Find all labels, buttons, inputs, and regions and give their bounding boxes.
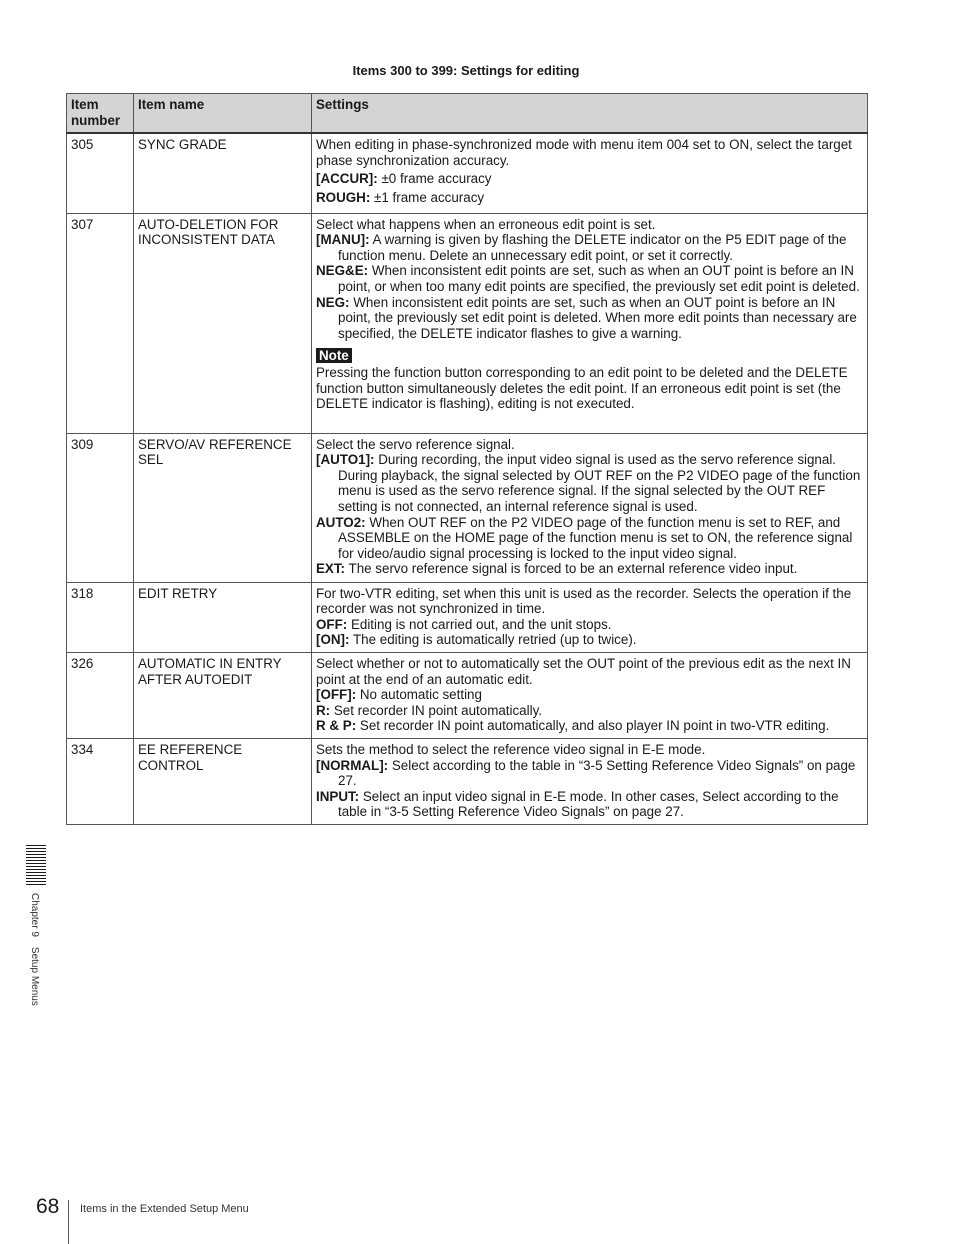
setting-option [316,789,863,820]
option-text: ±0 frame accuracy [377,171,492,187]
table-header-row [67,94,868,134]
setting-option [316,758,863,789]
option-text: ±1 frame accuracy [370,189,485,205]
option-key: NEG: [316,294,350,310]
settings-table [66,93,868,825]
setting-description: Sets the method to select the reference video signal in E-E mode. [316,742,706,758]
header-settings: Settings [312,94,868,134]
option-text: Select according to the table in “3-5 Setting Reference Video Signals” on page 27. [338,757,856,789]
option-key: AUTO2: [316,514,366,530]
option-text: Select an input video signal in E-E mode. In other cases, Select according to the table in “3-5 Setting Reference Video Signals” on page 27. [338,788,839,820]
setting-description: When editing in phase-synchronized mode with menu item 004 set to ON, select the target phase synchronization accuracy. [316,137,852,168]
setting-option [316,632,863,648]
table-row [67,213,868,433]
option-key: NEG&E: [316,263,369,279]
option-text: The editing is automatically retried (up to twice). [349,632,637,648]
option-text: Set recorder IN point automatically, and also player IN point in two-VTR editing. [356,718,830,734]
setting-option [316,703,863,719]
option-key: [ON]: [316,632,350,648]
setting-description: Select whether or not to automatically set the OUT point of the previous edit as the next IN point at the end of an automatic edit. [316,656,851,687]
table-row [67,582,868,652]
option-text: When inconsistent edit points are set, such as when an OUT point is before an IN point, or when too many edit points are specified, the previously set edit point is deleted. [338,263,860,295]
setting-option [316,295,863,342]
header-item-number: Item number [67,94,134,134]
item-name: AUTO-DELETION FOR INCONSISTENT DATA [134,213,312,433]
setting-option [316,561,863,577]
setting-description: For two-VTR editing, set when this unit is used as the recorder. Selects the operation if the recorder was not synchronized in time. [316,585,852,617]
item-name: EE REFERENCE CONTROL [134,739,312,825]
setting-description: Select the servo reference signal. [316,436,515,452]
setting-option [316,171,863,187]
option-key: ROUGH: [316,189,371,205]
table-row [67,433,868,582]
option-text: No automatic setting [356,687,482,703]
item-settings [312,739,868,825]
setting-option [316,718,863,734]
item-number: 318 [67,582,134,652]
page-heading: Items 300 to 399: Settings for editing [352,63,580,78]
setting-description: Select what happens when an erroneous edit point is set. [316,216,656,232]
setting-option [316,452,863,514]
setting-option [316,617,863,633]
table-row [67,653,868,739]
option-text: Set recorder IN point automatically. [330,702,543,718]
item-name: EDIT RETRY [134,582,312,652]
option-text: Editing is not carried out, and the unit stops. [347,616,612,632]
setting-option [316,190,863,206]
option-text: During recording, the input video signal is used as the servo reference signal. During playback, the signal selected by OUT REF on the P2 VIDEO page of the function menu is used as the servo reference signal. If the signal selected by the OUT REF setting is not connected, an internal reference signal is used. [338,452,861,515]
option-key: [ACCUR]: [316,171,378,187]
item-name: AUTOMATIC IN ENTRY AFTER AUTOEDIT [134,653,312,739]
option-key: [MANU]: [316,232,370,248]
setting-option [316,515,863,562]
item-settings [312,433,868,582]
item-number: 309 [67,433,134,582]
option-text: The servo reference signal is forced to be an external reference video input. [345,561,798,577]
option-key: OFF: [316,616,348,632]
item-name: SERVO/AV REFERENCE SEL [134,433,312,582]
chapter-number: Chapter 9 [29,893,40,937]
setting-option [316,263,863,294]
item-settings [312,653,868,739]
option-key: INPUT: [316,788,360,804]
option-key: [NORMAL]: [316,757,389,773]
note-text: Pressing the function button corresponding to an edit point to be deleted and the DELETE function button simultaneously deletes the edit point. If an erroneous edit point is set (the DELETE indicator is flashing), editing is not executed. [316,365,848,412]
option-key: [AUTO1]: [316,452,375,468]
option-text: A warning is given by flashing the DELETE indicator on the P5 EDIT page of the function menu. Delete an unnecessary edit point, or set it correctly. [338,232,847,263]
option-key: [OFF]: [316,687,357,703]
footer-divider [68,1200,69,1244]
option-text: When inconsistent edit points are set, such as when an OUT point is before an IN point, the previously set edit point is deleted. When more edit points than necessary are specified, the DELETE indicator flashes to give a warning. [338,294,857,341]
note-badge: Note [316,348,352,363]
chapter-title: Setup Menus [29,946,40,1006]
footer-section-title: Items in the Extended Setup Menu [80,1203,249,1215]
chapter-tab-marker [26,845,46,886]
item-number: 334 [67,739,134,825]
item-settings [312,133,868,213]
item-number: 307 [67,213,134,433]
option-key: R & P: [316,718,357,734]
item-number: 305 [67,133,134,213]
item-name: SYNC GRADE [134,133,312,213]
option-key: EXT: [316,561,346,577]
page-number: 68 [36,1195,60,1218]
item-number: 326 [67,653,134,739]
setting-option [316,687,863,703]
table-row [67,133,868,213]
option-text: When OUT REF on the P2 VIDEO page of the function menu is set to REF, and ASSEMBLE on the HOME page of the function menu is set to ON, the reference signal for video/audio signal processing is locked to the input video signal. [338,514,853,561]
table-row [67,739,868,825]
setting-option [316,232,863,263]
header-item-name: Item name [134,94,312,134]
chapter-side-label [29,893,40,1016]
item-settings [312,582,868,652]
option-key: R: [316,702,331,718]
item-settings [312,213,868,433]
